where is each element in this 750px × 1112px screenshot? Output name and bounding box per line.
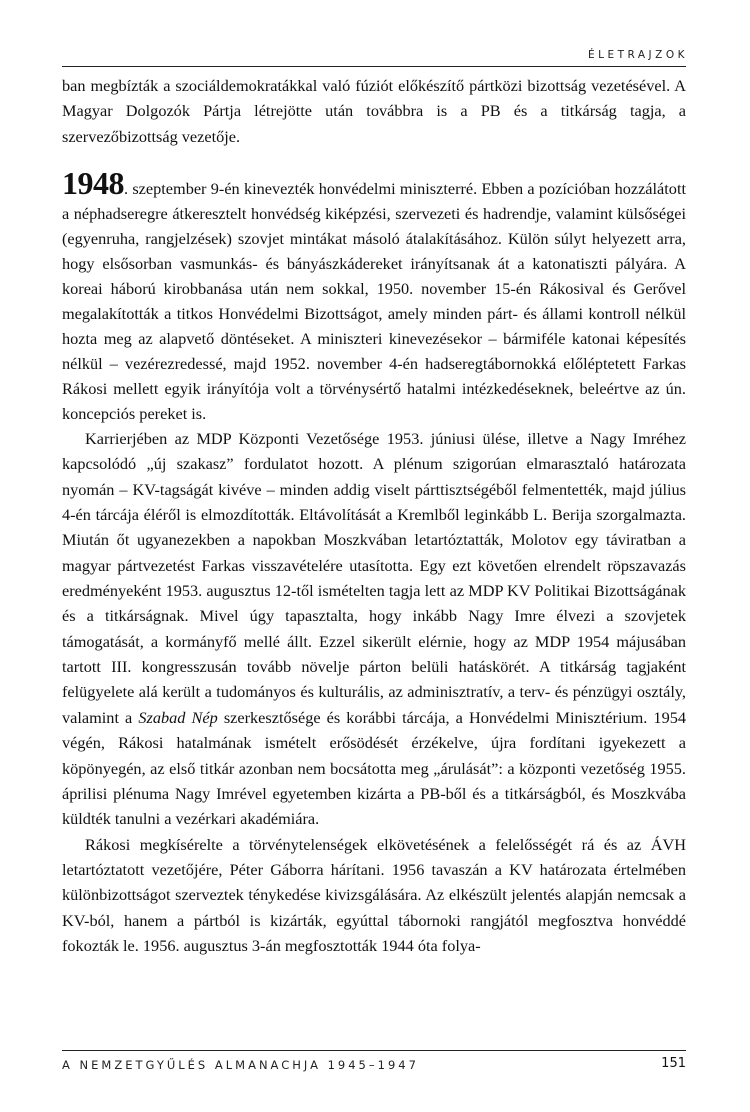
- paragraph-3-text-a: Karrierjében az MDP Központi Vezetősége 1953. júniusi ülése, illetve a Nagy Imréhez kapcsolódó „új szakasz” fordulatot hozott. A plénum szigorúan elmarasztaló határozata nyomán – KV-tagságát kivéve – minden addig viselt párttisztségéből felmentették, majd július 4-én tárcája éléről is elmozdították. Eltávolítását a Kremlből leginkább L. Berija szorgalmazta. Miután őt ugyanezekben a napokban Moszkvában letartóztatták, Molotov egy táviratban a magyar pártvezetést Farkas visszavételére utasította. Egy ezt követően elrendelt röpszavazás eredményeként 1953. augusztus 12-től ismételten tagja lett az MDP KV Politikai Bizottságának és a titkárságnak. Mivel úgy tapasztalta, hogy inkább Nagy Imre élvezi a szovjetek támogatását, a kormányfő mellé állt. Ezzel sikerült elérnie, hogy az MDP 1954 májusában tartott III. kongresszusán tovább növelje párton belüli hatáskörét. A titkárság tagjaként felügyelete alá került a tudományos és kulturális, az adminisztratív, a terv- és pénzügyi osztály, valamint a: [62, 429, 686, 727]
- paragraph-1: ban megbízták a szociáldemokratákkal való fúziót előkészítő pártközi bizottság vezetésével. A Magyar Dolgozók Pártja létrejötte után továbbra is a PB és a titkárság tagja, a szervezőbizottság vezetője.: [62, 76, 686, 146]
- newspaper-title: Szabad Nép: [138, 707, 218, 727]
- year-1948: 1948: [62, 165, 124, 202]
- running-head: ÉLETRAJZOK: [587, 49, 688, 61]
- paragraph-4: Rákosi megkísérelte a törvénytelenségek elkövetésének a felelősségét rá és az ÁVH letartóztatott vezetőjére, Péter Gáborra hárítani. 1956 tavaszán a KV határozata értelmében különbizottságot szerveztek ténykedése kivizsgálására. Az elkészült jelentés alapján nemcsak a KV-ból, hanem a pártból is kizárták, egyúttal tábornoki rangjától megfosztva honvéddé fokozták le. 1956. augusztus 3-án megfosztották 1944 óta folya-: [62, 834, 686, 955]
- paragraph-2: [62, 165, 686, 426]
- footer-rule: [62, 1050, 686, 1051]
- paragraph-3: [62, 426, 686, 832]
- header-rule: [62, 66, 686, 67]
- book-title: A NEMZETGYŰLÉS ALMANACHJA 1945–1947: [62, 1058, 419, 1072]
- page-body: [62, 73, 686, 958]
- paragraph-3-text-b: szerkesztősége és korábbi tárcája, a Honvédelmi Minisztérium. 1954 végén, Rákosi hatalmának ismételt erősödését érzékelve, újra fordítani igyekezett a köpönyegén, az első titkár azonban nem bocsátotta meg „árulását”: a központi vezetőség 1955. áprilisi plénuma Nagy Imrével egyetemben kizárta a PB-ből és a titkárságból, és Moszkvába küldték tanulni a vezérkari akadémiára.: [62, 707, 686, 829]
- page-number: 151: [661, 1056, 686, 1071]
- paragraph-2-text: . szeptember 9-én kinevezték honvédelmi miniszterré. Ebben a pozícióban hozzálátott a néphadseregre átkeresztelt honvédség kiképzési, szervezeti és hadrendje, valamint külsőségei (egyenruha, rangjelzések) szovjet mintákat másoló átalakításához. Külön súlyt helyezett arra, hogy elsősorban vasmunkás- és bányászkádereket irányítsanak át a katonatiszti pályára. A koreai háború kirobbanása után nem sokkal, 1950. november 15-én Rákosival és Gerővel megalakították a titkos Honvédelmi Bizottságot, amely minden párt- és állami kontroll nélkül hozta meg az alapvető döntéseket. A miniszteri kinevezésekor – bármiféle katonai képesítés nélkül – vezérezredessé, majd 1952. november 4-én hadseregtábornokká előléptetett Farkas Rákosi mellett egyik irányítója volt a törvénysértő hatalmi intézkedéseknek, beleértve az ún. koncepciós pereket is.: [62, 179, 686, 424]
